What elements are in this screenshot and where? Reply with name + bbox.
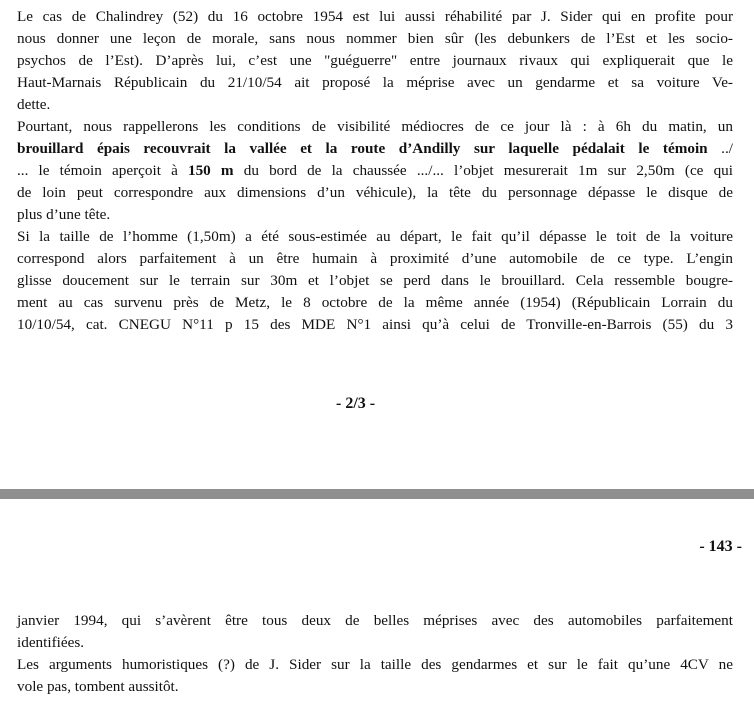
text-line: Haut-Marnais Républicain du 21/10/54 ait proposé la méprise avec un gendarme et sa voiture Ve- [17, 74, 733, 91]
text-line: identifiées. [17, 634, 85, 651]
text-line: plus d’une tête. [17, 206, 111, 223]
page-number-bottom: - 143 - [699, 538, 742, 555]
text-line: vole pas, tombent aussitôt. [17, 678, 179, 695]
text-run: du bord de la chaussée .../... l’objet mesurerait 1m sur 2,50m (ce qui [233, 162, 733, 179]
text-run: ... le témoin aperçoit à [17, 162, 188, 179]
text-line: dette. [17, 96, 51, 113]
text-line: Si la taille de l’homme (1,50m) a été sous-estimée au départ, le fait qu’il dépasse le toit de la voiture [17, 228, 733, 245]
text-line: de loin peut correspondre aux dimensions d’un véhicule), la tête du personnage dépasse le disque de [17, 184, 733, 201]
text-line: Pourtant, nous rappellerons les conditions de visibilité médiocres de ce jour là : à 6h du matin, un [17, 118, 733, 135]
page-divider [0, 489, 754, 499]
text-line: janvier 1994, qui s’avèrent être tous deux de belles méprises avec des automobiles parfaitement [17, 612, 733, 629]
text-line-emphasis [17, 138, 733, 160]
text-line [17, 160, 733, 182]
text-line: nous donner une leçon de morale, sans nous nommer bien sûr (les debunkers de l’Est et les socio- [17, 30, 733, 47]
text-line: Le cas de Chalindrey (52) du 16 octobre 1954 est lui aussi réhabilité par J. Sider qui en profite pour [17, 8, 733, 25]
text-line: psychos de l’Est). D’après lui, c’est une "guéguerre" entre journaux rivaux qui expliquerait que le [17, 52, 733, 69]
text-line: correspond alors parfaitement à un être humain à proximité d’une automobile de ce type. L’engin [17, 250, 733, 267]
page-number-top: - 2/3 - [336, 395, 376, 412]
text-line: glisse doucement sur le terrain sur 30m et l’objet se perd dans le brouillard. Cela ressemble bougre- [17, 272, 733, 289]
bold-quote: brouillard épais recouvrait la vallée et la route d’Andilly sur laquelle pédalait le témoin [17, 140, 708, 157]
text-line: ment au cas survenu près de Metz, le 8 octobre de la même année (1954) (Républicain Lorrain du [17, 294, 733, 311]
quote-ellipsis: ../ [707, 140, 733, 157]
text-line: Les arguments humoristiques (?) de J. Sider sur la taille des gendarmes et sur le fait qu’une 4CV ne [17, 656, 733, 673]
text-line: 10/10/54, cat. CNEGU N°11 p 15 des MDE N°1 ainsi qu’à celui de Tronville-en-Barrois (55) du 3 [17, 316, 733, 333]
bold-distance: 150 m [187, 162, 234, 179]
